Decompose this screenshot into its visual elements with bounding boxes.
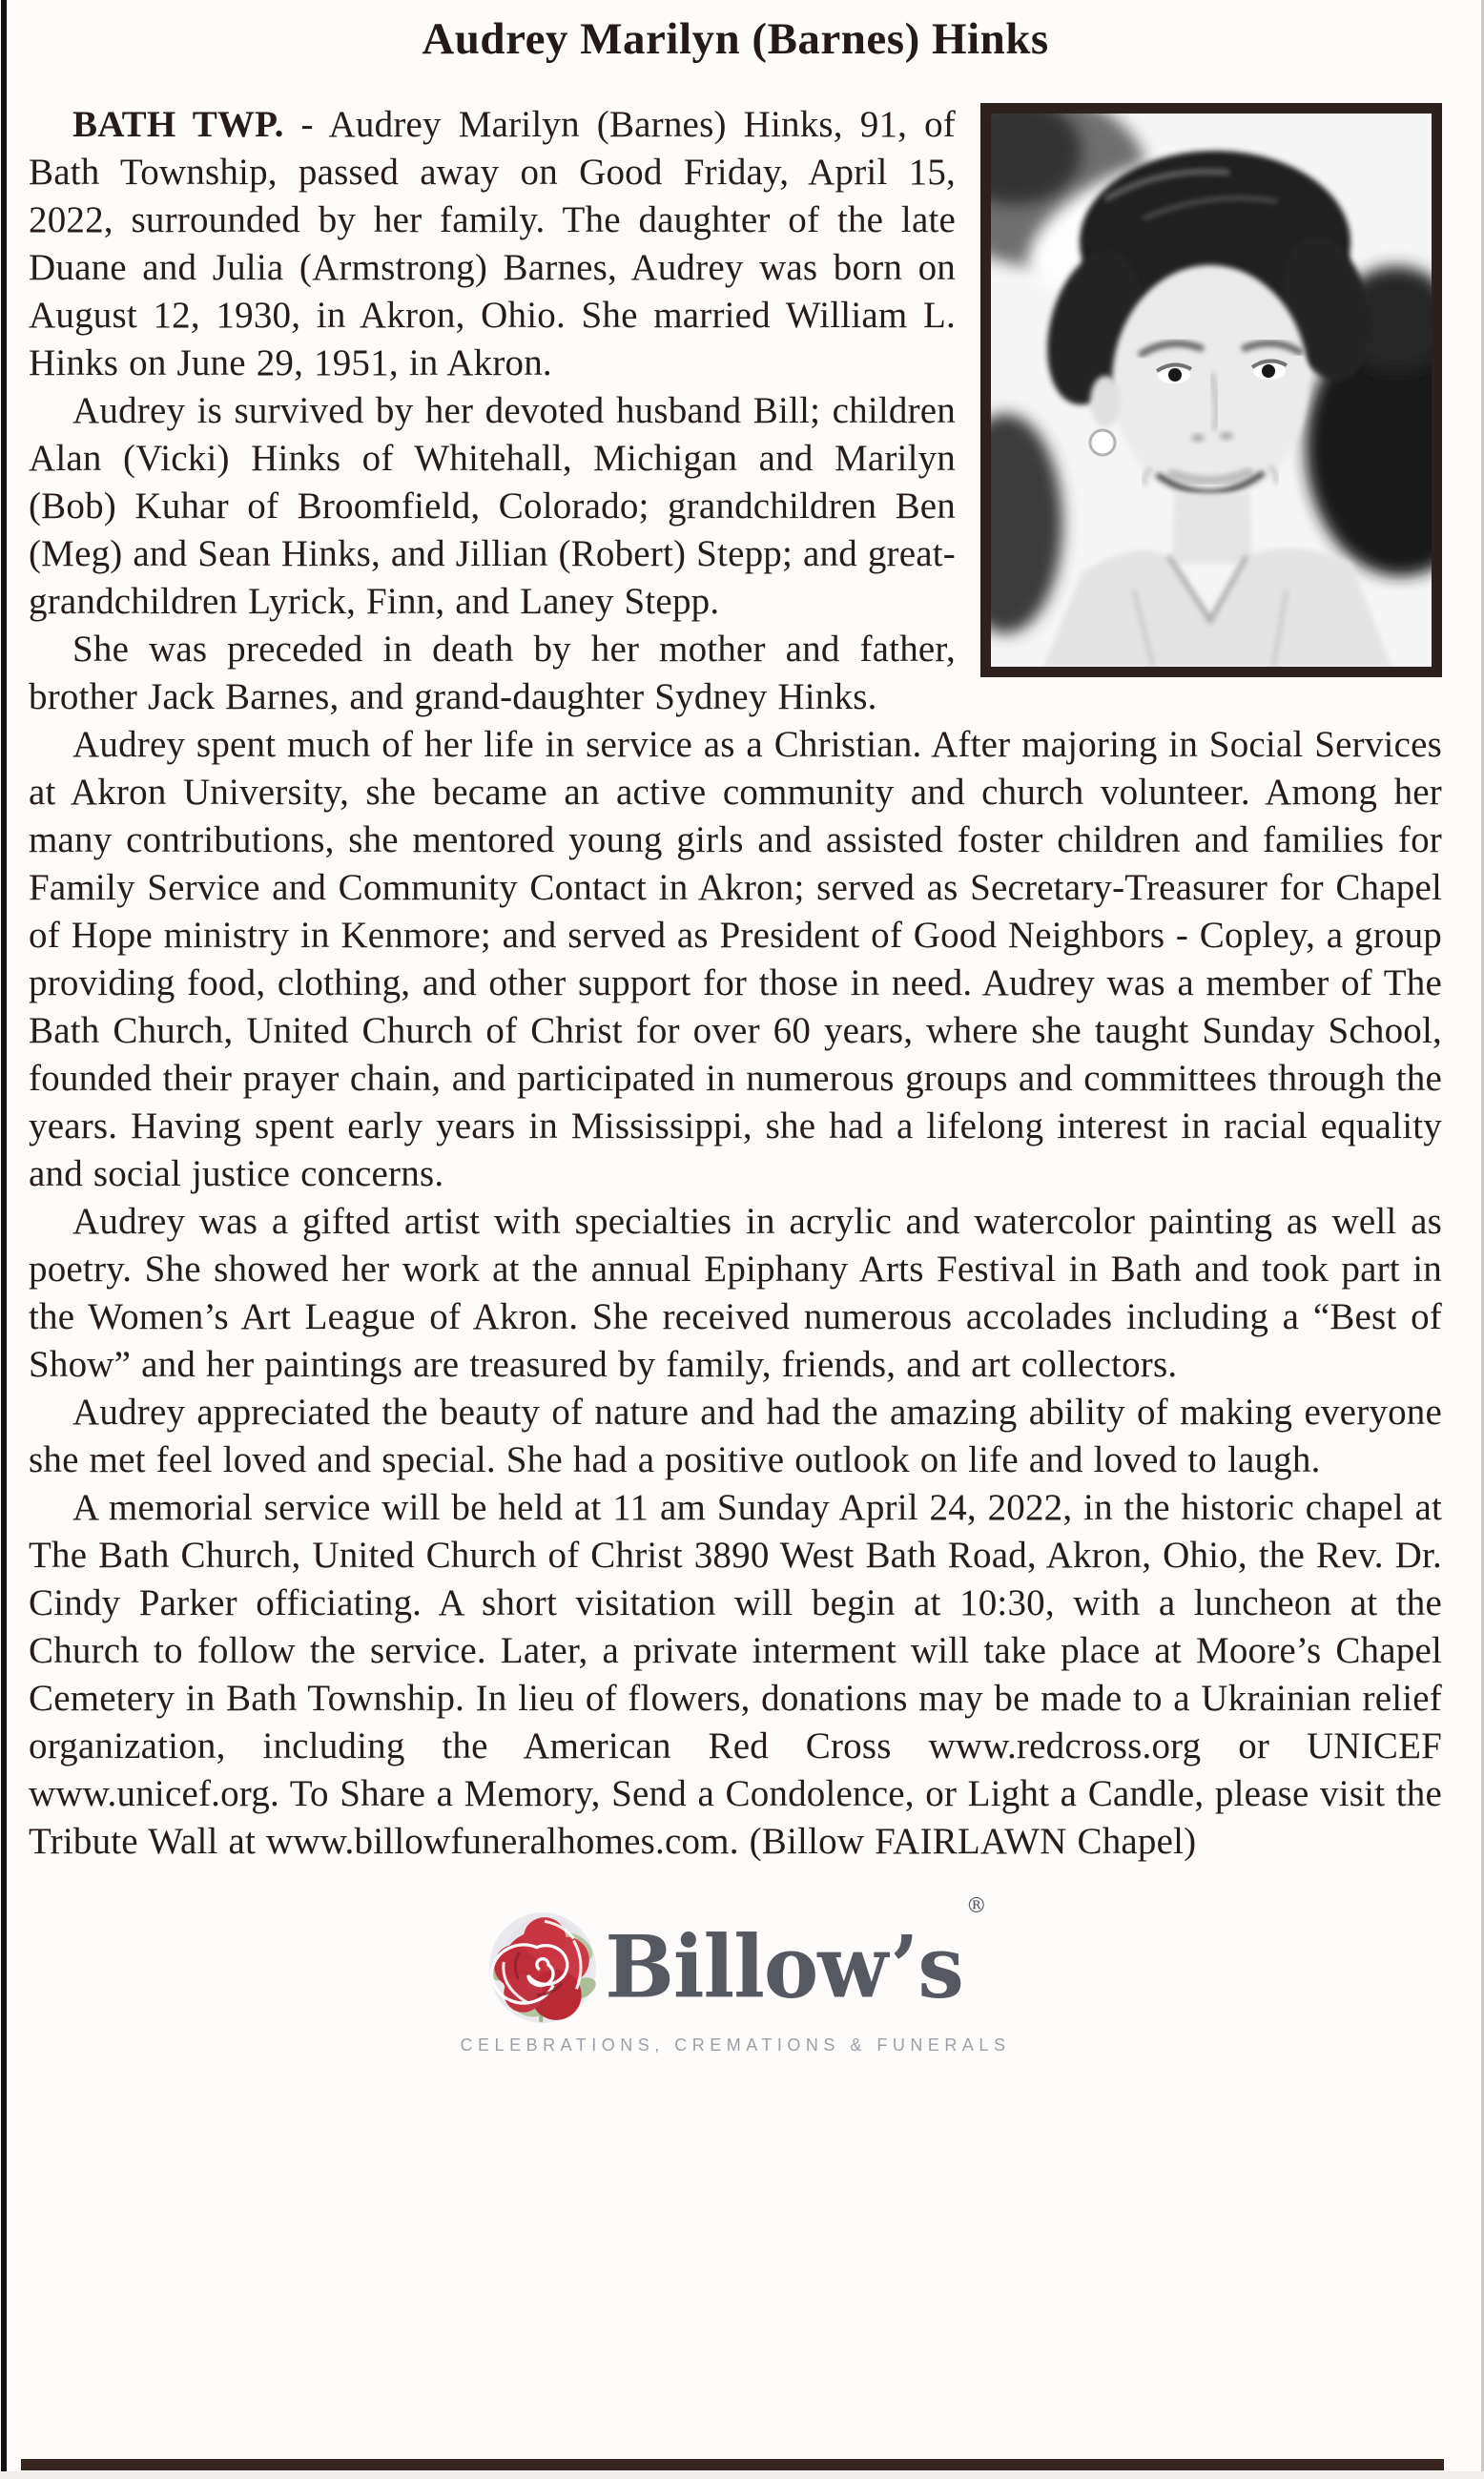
obituary-article <box>29 101 1442 1866</box>
bottom-rule <box>21 2459 1444 2470</box>
logo-tagline: CELEBRATIONS, CREMATIONS & FUNERALS <box>460 2035 1011 2055</box>
dateline: BATH TWP. <box>72 104 284 145</box>
obituary-paragraph: Audrey appreciated the beauty of nature and had the amazing ability of making everyone she met feel loved and special. She had a positive outlook on life and loved to laugh. <box>29 1392 1442 1480</box>
obituary-paragraph: She was preceded in death by her mother and father, brother Jack Barnes, and grand-daughter Sydney Hinks. <box>29 629 956 717</box>
obituary-paragraph: Audrey spent much of her life in service as a Christian. After majoring in Social Services at Akron University, she became an active community and church volunteer. Among her many contributions, she mentored young girls and assisted foster children and families for Family Service and Community Contact in Akron; served as Secretary-Treasurer for Chapel of Hope ministry in Kenmore; and served as President of Good Neighbors - Copley, a group providing food, clothing, and other support for those in need. Audrey was a member of The Bath Church, United Church of Christ for over 60 years, where she taught Sunday School, founded their prayer chain, and participated in numerous groups and committees through the years. Having spent early years in Mississippi, she had a lifelong interest in racial equality and social justice concerns. <box>29 724 1442 1194</box>
brand-name: Billow’s <box>605 1916 963 2018</box>
portrait-photo <box>980 103 1442 677</box>
funeral-home-logo <box>29 1894 1442 2056</box>
portrait-illustration <box>991 114 1432 667</box>
rose-icon <box>486 1910 603 2026</box>
obituary-paragraph: Audrey was a gifted artist with specialties in acrylic and watercolor painting as well as poetry. She showed her work at the annual Epiphany Arts Festival in Bath and took part in the Women’s Art League of Akron. She received numerous accolades including a “Best of Show” and her paintings are treasured by family, friends, and art collectors. <box>29 1201 1442 1385</box>
obituary-paragraph: A memorial service will be held at 11 am Sunday April 24, 2022, in the historic chapel at The Bath Church, United Church of Christ 3890 West Bath Road, Akron, Ohio, the Rev. Dr. Cindy Parker officiating. A short visitation will begin at 10:30, with a luncheon at the Church to follow the service. Later, a private interment will take place at Moore’s Chapel Cemetery in Bath Township. In lieu of flowers, donations may be made to a Ukrainian relief organization, including the American Red Cross www.redcross.org or UNICEF www.unicef.org. To Share a Memory, Send a Condolence, or Light a Candle, please visit the Tribute Wall at www.billowfuneralhomes.com. (Billow FAIRLAWN Chapel) <box>29 1487 1442 1862</box>
obituary-title: Audrey Marilyn (Barnes) Hinks <box>422 14 1049 64</box>
left-column-rule <box>1 0 7 2479</box>
paragraph-text: - Audrey Marilyn (Barnes) Hinks, 91, of Bath Township, passed away on Good Friday, April 15, 2022, surrounded by her family. The daughter of the late Duane and Julia (Armstrong) Barnes, Audrey was born on August 12, 1930, in Akron, Ohio. She married William L. Hinks on June 29, 1951, in Akron. <box>29 104 956 383</box>
obituary-paragraph: Audrey is survived by her devoted husband Bill; children Alan (Vicki) Hinks of Whitehall, Michigan and Marilyn (Bob) Kuhar of Broomfield, Colorado; grandchildren Ben (Meg) and Sean Hinks, and Jillian (Robert) Stepp; and great-grandchildren Lyrick, Finn, and Laney Stepp. <box>29 390 956 622</box>
scan-edge <box>0 2471 1484 2479</box>
registered-mark: ® <box>965 1894 987 1918</box>
brand-wordmark <box>605 1894 987 2018</box>
logo-row <box>486 1894 987 2026</box>
